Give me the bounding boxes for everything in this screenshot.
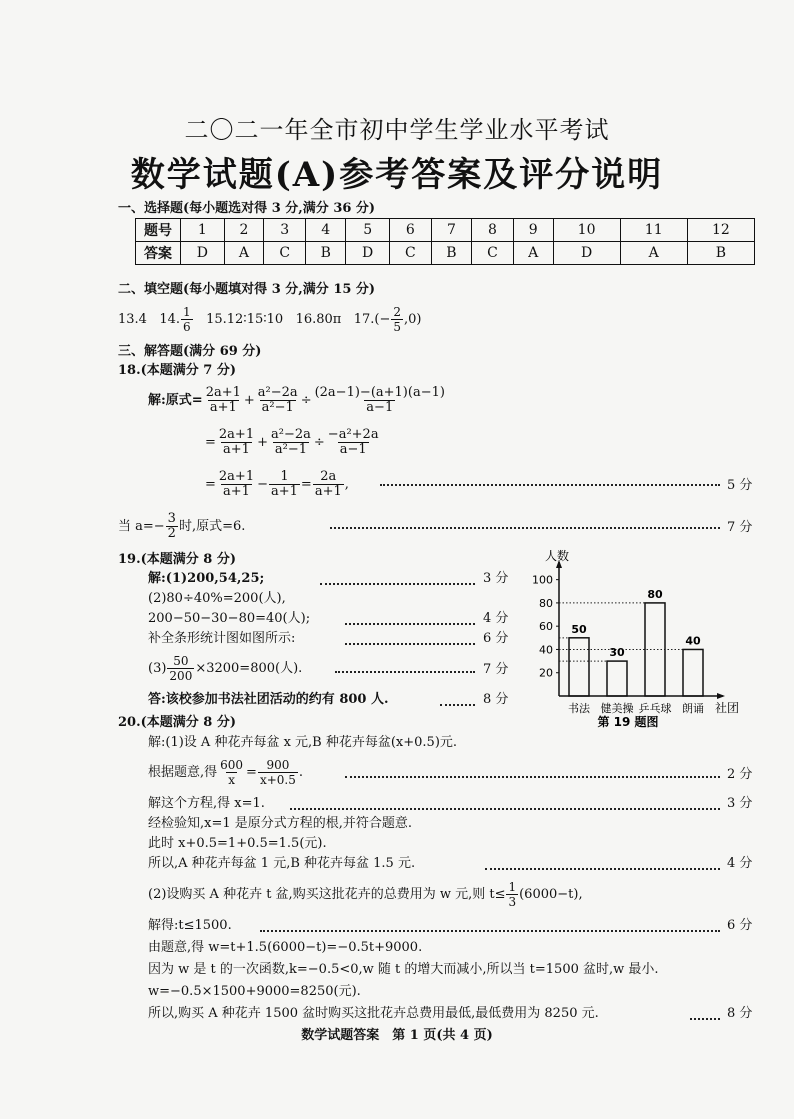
fraction-denominator: a+1 bbox=[209, 400, 237, 415]
plus-sign: + bbox=[243, 393, 255, 408]
chart-bar-value-label: 30 bbox=[609, 646, 625, 660]
fraction-denominator: a²−1 bbox=[261, 400, 294, 415]
fraction-denominator: 5 bbox=[393, 320, 402, 334]
q18-score-2: 7 分 bbox=[727, 520, 753, 535]
fraction-denominator: a−1 bbox=[366, 400, 394, 415]
chart-category-label: 书法 bbox=[568, 702, 590, 715]
q18-line3 bbox=[205, 465, 349, 505]
chart-bar-value-label: 80 bbox=[647, 587, 663, 601]
table-cell-answer: B bbox=[306, 242, 346, 265]
table-cell-answer: C bbox=[472, 242, 514, 265]
chart-category-label: 乒乓球 bbox=[638, 702, 672, 715]
q20-line12: 所以,购买 A 种花卉 1500 盆时购买这批花卉总费用最低,最低费用为 8250 元. bbox=[148, 1006, 599, 1021]
part3-heading bbox=[118, 344, 261, 360]
answer-table-number-label: 题号 bbox=[136, 219, 181, 242]
fraction-denominator: x bbox=[228, 773, 235, 787]
q19-line1 bbox=[148, 571, 264, 587]
part2-heading-label: 二、填空题 bbox=[118, 282, 184, 297]
fraction-numerator: −a²+2a bbox=[327, 427, 379, 442]
exam-title: 二〇二一年全市初中学生学业水平考试 bbox=[184, 116, 610, 144]
fraction-numerator: a²−2a bbox=[271, 427, 311, 442]
q18-fraction bbox=[204, 386, 243, 415]
fraction-numerator: 600 bbox=[220, 758, 244, 772]
fraction-denominator: a−1 bbox=[339, 442, 367, 457]
chart-y-tick-label: 80 bbox=[539, 596, 553, 610]
answer-17-fraction bbox=[391, 305, 403, 334]
chart-y-tick-label: 20 bbox=[539, 666, 553, 680]
q18-fraction bbox=[217, 470, 256, 499]
q19-score-2: 4 分 bbox=[483, 611, 509, 626]
q20-line7 bbox=[148, 876, 583, 914]
score-leader bbox=[260, 930, 720, 932]
q19-line6: 答:该校参加书法社团活动的约有 800 人. bbox=[148, 692, 389, 707]
q20-line7-prefix: (2)设购买 A 种花卉 t 盆,购买这批花卉的总费用为 w 元,则 t≤ bbox=[148, 887, 506, 902]
fraction-numerator: 3 bbox=[167, 511, 176, 526]
q18-fraction bbox=[217, 428, 256, 457]
part2-note: (每小题填对得 3 分,满分 15 分) bbox=[183, 282, 376, 297]
score-leader bbox=[330, 527, 720, 529]
table-cell-answer: C bbox=[389, 242, 431, 265]
fraction-denominator: 3 bbox=[508, 895, 517, 909]
part2-heading bbox=[118, 282, 375, 298]
fraction-numerator: (2a−1)−(a+1)(a−1) bbox=[314, 385, 445, 400]
answer-table bbox=[135, 218, 755, 265]
q18-fraction bbox=[326, 428, 381, 457]
table-cell-number: 11 bbox=[620, 219, 687, 242]
comma: , bbox=[344, 477, 349, 492]
answer-13: 13.4 bbox=[118, 312, 147, 327]
table-cell-number: 5 bbox=[346, 219, 390, 242]
q19-fraction bbox=[167, 654, 194, 683]
answer-17-suffix: ,0) bbox=[404, 312, 422, 327]
fraction-denominator: 6 bbox=[183, 320, 191, 334]
answer-table-answer-label: 答案 bbox=[136, 242, 181, 265]
chart-y-tick-label: 60 bbox=[539, 620, 553, 634]
q18-line1 bbox=[148, 381, 448, 421]
score-leader bbox=[345, 623, 475, 625]
score-leader bbox=[320, 583, 475, 585]
q19-line3: 200−50−30−80=40(人); bbox=[148, 611, 311, 626]
score-leader bbox=[345, 643, 475, 645]
fraction-denominator: 2 bbox=[167, 526, 176, 541]
q18-score-1: 5 分 bbox=[727, 478, 753, 493]
fraction-numerator: 2 bbox=[393, 305, 402, 319]
q20-title: 20.(本题满分 8 分) bbox=[118, 715, 237, 730]
chart-x-arrow bbox=[717, 693, 725, 699]
part3-note: (满分 69 分) bbox=[183, 344, 262, 359]
period: . bbox=[298, 765, 303, 780]
table-cell-answer: D bbox=[346, 242, 390, 265]
q20-line10: 因为 w 是 t 的一次函数,k=−0.5<0,w 随 t 的增大而减小,所以当 t=1500 盆时,w 最小. bbox=[148, 962, 659, 977]
q20-score-3: 4 分 bbox=[727, 856, 753, 871]
q19-line2: (2)80÷40%=200(人), bbox=[148, 591, 286, 606]
q18-when-suffix: 时,原式=6. bbox=[178, 519, 246, 534]
table-cell-answer: A bbox=[620, 242, 687, 265]
q18-title: 18.(本题满分 7 分) bbox=[118, 363, 237, 378]
table-cell-number: 9 bbox=[513, 219, 553, 242]
answer-14-fraction bbox=[181, 305, 193, 334]
q20-line6: 所以,A 种花卉每盆 1 元,B 种花卉每盆 1.5 元. bbox=[148, 856, 416, 871]
chart-y-tick-label: 40 bbox=[539, 643, 553, 657]
answer-table-number-row bbox=[136, 219, 755, 242]
table-cell-answer: B bbox=[687, 242, 754, 265]
q20-score-2: 3 分 bbox=[727, 796, 753, 811]
table-cell-number: 7 bbox=[431, 219, 471, 242]
chart-bar-value-label: 50 bbox=[571, 622, 587, 636]
q20-fraction bbox=[506, 880, 518, 909]
chart-y-label: 人数 bbox=[545, 549, 570, 563]
fraction-numerator: 2a+1 bbox=[218, 469, 255, 484]
part1-heading-label: 一、选择题 bbox=[118, 201, 184, 216]
score-leader bbox=[440, 704, 475, 706]
table-cell-number: 4 bbox=[306, 219, 346, 242]
q18-when-prefix: 当 a=− bbox=[118, 519, 165, 534]
q18-fraction bbox=[313, 470, 344, 499]
chart-title: 第 19 题图 bbox=[597, 715, 659, 729]
part3-heading-label: 三、解答题 bbox=[118, 344, 184, 359]
table-cell-number: 6 bbox=[389, 219, 431, 242]
chart-bar bbox=[683, 649, 703, 696]
divide-sign: ÷ bbox=[300, 393, 312, 408]
divide-sign: ÷ bbox=[313, 435, 325, 450]
fraction-numerator: 1 bbox=[280, 469, 289, 484]
fraction-numerator: 50 bbox=[173, 654, 189, 668]
score-leader bbox=[345, 776, 720, 778]
minus-sign: − bbox=[257, 477, 268, 492]
score-leader bbox=[380, 484, 720, 486]
answer-14-prefix: 14. bbox=[159, 312, 181, 327]
fraction-numerator: 1 bbox=[183, 305, 191, 319]
q19-score-5: 8 分 bbox=[483, 692, 509, 707]
table-cell-number: 10 bbox=[553, 219, 620, 242]
fraction-numerator: 900 bbox=[266, 758, 290, 772]
chart-bar bbox=[569, 638, 589, 696]
fraction-denominator: a+1 bbox=[223, 442, 250, 457]
q18-line2 bbox=[205, 423, 382, 463]
q18-fraction bbox=[313, 386, 447, 415]
fraction-denominator: 200 bbox=[169, 669, 193, 683]
table-cell-answer: D bbox=[553, 242, 620, 265]
q20-score-5: 8 分 bbox=[727, 1006, 753, 1021]
q19-score-3: 6 分 bbox=[483, 631, 509, 646]
table-cell-number: 3 bbox=[264, 219, 306, 242]
q19-score-4: 7 分 bbox=[483, 662, 509, 677]
chart-bar-value-label: 40 bbox=[685, 634, 701, 648]
equals-sign: = bbox=[205, 477, 216, 492]
q20-line7-suffix: (6000−t), bbox=[519, 887, 583, 902]
q19-line5-suffix: ×3200=800(人). bbox=[195, 661, 303, 676]
q20-line5: 此时 x+0.5=1+0.5=1.5(元). bbox=[148, 836, 327, 851]
score-leader bbox=[485, 868, 720, 870]
table-cell-answer: A bbox=[513, 242, 553, 265]
q20-line4: 经检验知,x=1 是原分式方程的根,并符合题意. bbox=[148, 816, 413, 831]
table-cell-number: 8 bbox=[472, 219, 514, 242]
score-leader bbox=[290, 808, 720, 810]
fraction-numerator: 2a+1 bbox=[218, 427, 255, 442]
q18-solution-label: 解:原式= bbox=[148, 393, 203, 408]
q18-fraction bbox=[269, 470, 300, 499]
table-cell-number: 1 bbox=[181, 219, 225, 242]
chart-category-label: 朗诵 bbox=[682, 702, 704, 715]
answer-16: 16.80π bbox=[295, 312, 342, 327]
chart-y-tick-label: 100 bbox=[532, 573, 553, 587]
q19-line5-prefix: (3) bbox=[148, 661, 167, 676]
fraction-denominator: a+1 bbox=[271, 484, 298, 499]
fraction-numerator: 2a+1 bbox=[205, 385, 241, 400]
answer-17-prefix: 17.(− bbox=[353, 312, 391, 327]
main-title: 数学试题(A)参考答案及评分说明 bbox=[130, 155, 664, 195]
fraction-denominator: a+1 bbox=[223, 484, 250, 499]
table-cell-answer: C bbox=[264, 242, 306, 265]
table-cell-number: 2 bbox=[224, 219, 264, 242]
q20-line1: 解:(1)设 A 种花卉每盆 x 元,B 种花卉每盆(x+0.5)元. bbox=[148, 735, 458, 750]
equals-sign: = bbox=[246, 765, 257, 780]
fraction-denominator: a²−1 bbox=[274, 442, 308, 457]
table-cell-answer: D bbox=[181, 242, 225, 265]
part1-heading bbox=[118, 201, 375, 217]
q18-fraction bbox=[269, 428, 313, 457]
q19-bar-chart bbox=[525, 548, 755, 732]
score-leader bbox=[690, 1018, 720, 1020]
q20-line2 bbox=[148, 754, 303, 792]
answer-table-answer-row bbox=[136, 242, 755, 265]
score-leader bbox=[335, 671, 475, 673]
q19-title: 19.(本题满分 8 分) bbox=[118, 552, 237, 567]
part2-answers bbox=[118, 303, 422, 337]
page-footer: 数学试题答案 第 1 页(共 4 页) bbox=[301, 1028, 493, 1043]
table-cell-answer: A bbox=[224, 242, 264, 265]
q19-line1-text: 解:(1)200,54,25; bbox=[148, 571, 265, 586]
q20-fraction bbox=[258, 758, 298, 787]
answer-15: 15.12∶15∶10 bbox=[206, 312, 284, 327]
table-cell-number: 12 bbox=[687, 219, 754, 242]
fraction-denominator: a+1 bbox=[314, 484, 342, 499]
fraction-denominator: x+0.5 bbox=[259, 773, 296, 787]
equals-sign: = bbox=[205, 435, 216, 450]
chart-bar bbox=[607, 661, 627, 696]
q20-line9: 由题意,得 w=t+1.5(6000−t)=−0.5t+9000. bbox=[148, 940, 423, 955]
table-cell-answer: B bbox=[431, 242, 471, 265]
q20-line2-prefix: 根据题意,得 bbox=[148, 765, 218, 780]
q20-line8: 解得:t≤1500. bbox=[148, 918, 232, 933]
equals-sign: = bbox=[300, 477, 312, 492]
chart-category-label: 健美操 bbox=[600, 702, 634, 715]
q19-score-1: 3 分 bbox=[483, 571, 509, 586]
q19-line5 bbox=[148, 650, 302, 688]
q20-score-4: 6 分 bbox=[727, 918, 753, 933]
q18-fraction bbox=[256, 386, 300, 415]
fraction-numerator: 1 bbox=[508, 880, 517, 894]
q20-fraction bbox=[218, 758, 245, 787]
q20-score-1: 2 分 bbox=[727, 767, 753, 782]
q18-line4 bbox=[118, 507, 245, 547]
part1-note: (每小题选对得 3 分,满分 36 分) bbox=[183, 201, 376, 216]
fraction-numerator: a²−2a bbox=[257, 385, 298, 400]
chart-x-label: 社团 bbox=[715, 701, 740, 715]
q20-line11: w=−0.5×1500+9000=8250(元). bbox=[148, 984, 361, 999]
q20-line3: 解这个方程,得 x=1. bbox=[148, 796, 265, 811]
fraction-numerator: 2a bbox=[320, 469, 337, 484]
q19-line4: 补全条形统计图如图所示: bbox=[148, 631, 296, 646]
plus-sign: + bbox=[257, 435, 268, 450]
q18-fraction bbox=[166, 512, 178, 541]
